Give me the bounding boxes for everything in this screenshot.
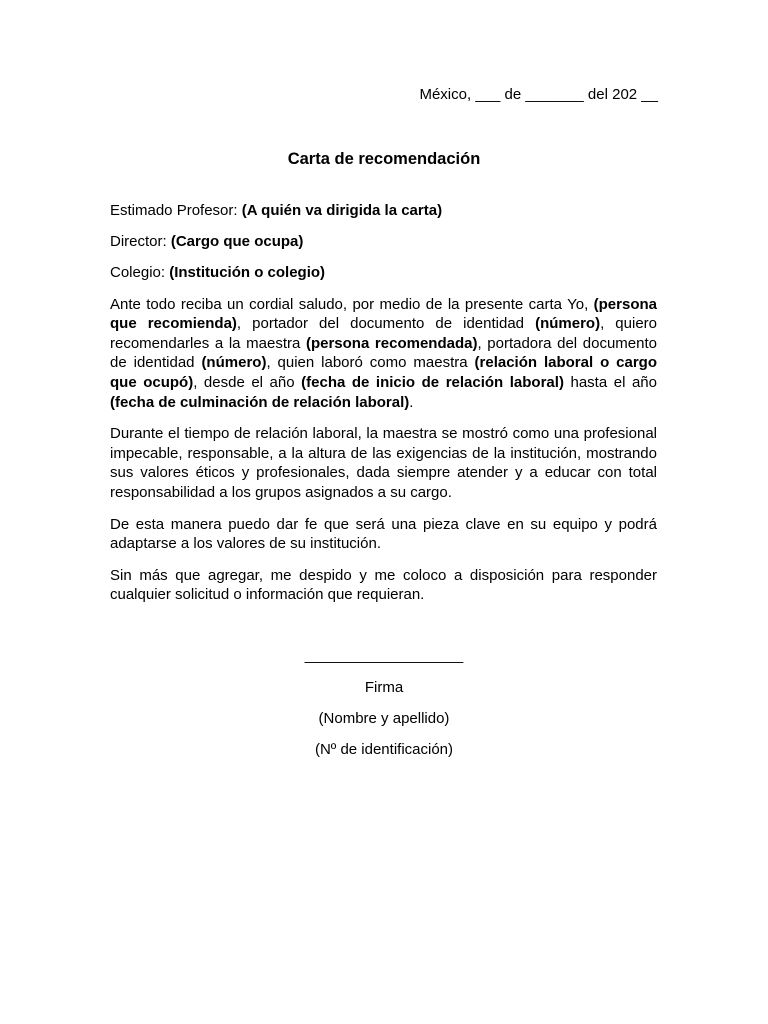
director-line (110, 232, 657, 252)
signature-label: Firma (364, 679, 404, 696)
signature-block (0, 646, 768, 771)
paragraph-endorsement: De esta manera puedo dar fe que será una pieza clave en su equipo y podrá adaptarse a los valores de su institución. (110, 515, 657, 553)
paragraph-closing: Sin más que agregar, me despido y me coloco a disposición para responder cualquier solicitud o información que requieran. (110, 566, 657, 604)
greeting-label: Estimado Profesor: (110, 202, 238, 219)
paragraph1-text-5: , quien laboró como maestra (266, 354, 475, 372)
paragraph1-text-7: hasta el año (563, 373, 657, 391)
paragraph1-text-4: , portadora del documento de identidad (110, 334, 657, 372)
greeting-placeholder: (A quién va dirigida la carta) (241, 202, 443, 219)
paragraph-introduction (110, 295, 657, 413)
signature-id-placeholder: (Nº de identificación) (314, 741, 454, 758)
start-date-placeholder: (fecha de inicio de relación laboral) (301, 373, 564, 391)
school-line (110, 263, 657, 283)
paragraph1-text-3: , quiero recomendarles a la maestra (110, 315, 657, 352)
document-title: Carta de recomendación (287, 150, 481, 168)
letter-body (110, 201, 657, 617)
recommender-id-placeholder: (número) (535, 315, 601, 333)
director-placeholder: (Cargo que ocupa) (170, 233, 304, 251)
paragraph1-text-1: Ante todo reciba un cordial saludo, por medio de la presente carta Yo, (110, 295, 594, 313)
job-position-placeholder: (relación laboral o cargo que ocupó) (110, 354, 658, 391)
paragraph1-text-6: , desde el año (193, 373, 302, 391)
signature-line: ___________________ (304, 647, 464, 664)
greeting-line (110, 201, 657, 221)
school-label: Colegio: (110, 264, 166, 282)
end-date-placeholder: (fecha de culminación de relación laboral) (110, 393, 410, 411)
director-label: Director: (110, 233, 167, 251)
paragraph-performance: Durante el tiempo de relación laboral, la maestra se mostró como una profesional impecable, responsable, a la altura de las exigencias de la institución, mostrando sus valores éticos y profesionales, dada siempre atender y a educar con total responsabilidad a los grupos asignados a su cargo. (110, 425, 657, 501)
recommender-placeholder: (persona que recomienda) (110, 295, 657, 333)
paragraph1-text-2: , portador del documento de identidad (236, 315, 536, 333)
signature-name-placeholder: (Nombre y apellido) (318, 710, 450, 727)
recommended-placeholder: (persona recomendada) (305, 334, 478, 352)
paragraph1-text-8: . (409, 393, 414, 411)
school-placeholder: (Institución o colegio) (169, 264, 326, 282)
recommended-id-placeholder: (número) (201, 354, 267, 372)
date-line: México, ___ de _______ del 202 __ (419, 86, 658, 103)
